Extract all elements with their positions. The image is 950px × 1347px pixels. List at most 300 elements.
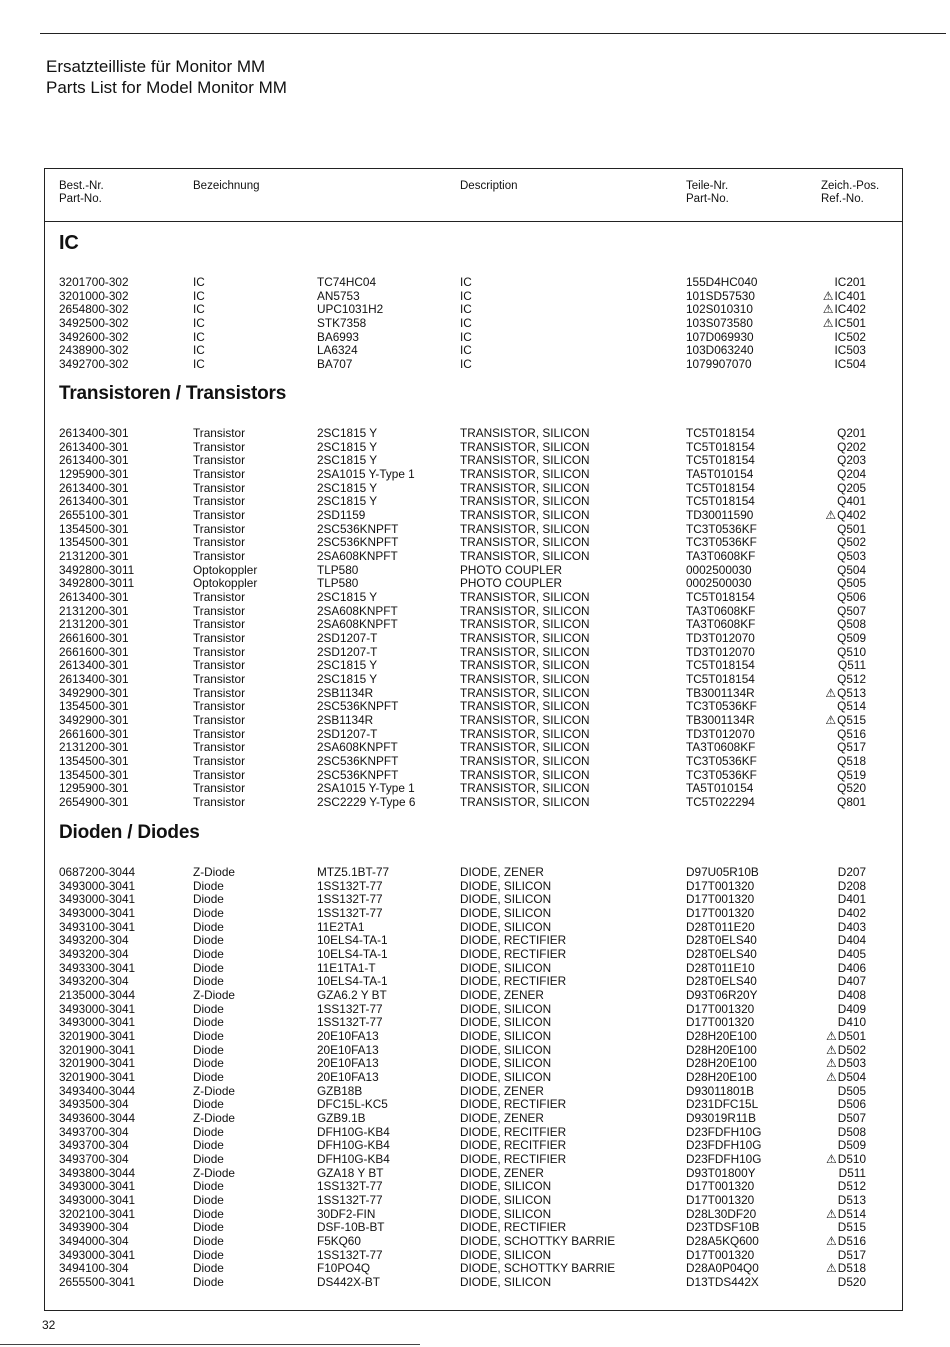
table-row [59,632,902,646]
cell-bezeichnung: Diode [193,906,224,921]
cell-best-nr: 2131200-301 [59,740,129,755]
cell-bezeichnung: Transistor [193,754,246,769]
cell-ref-no: D410 [837,1015,866,1030]
cell-teile-nr: D28L30DF20 [686,1206,757,1221]
cell-description: TRANSISTOR, SILICON [460,439,590,454]
cell-ref-no: IC502 [834,329,866,344]
cell-type: GZB18B [317,1083,363,1098]
cell-bezeichnung: IC [193,302,205,317]
cell-description: PHOTO COUPLER [460,562,563,577]
cell-teile-nr: TC3T0536KF [686,699,757,714]
cell-ref-no: D408 [837,988,866,1003]
cell-bezeichnung: Diode [193,1029,224,1044]
cell-bezeichnung: Diode [193,1124,224,1139]
cell-ref-no: D407 [837,974,866,989]
cell-bezeichnung: Transistor [193,508,246,523]
cell-ref-no: ⚠D504 [826,1070,866,1085]
cell-best-nr: 3493800-3044 [59,1165,136,1180]
cell-bezeichnung: Transistor [193,644,246,659]
cell-type: GZA6.2 Y BT [317,988,387,1003]
table-row [59,1098,902,1112]
cell-bezeichnung: Optokoppler [193,576,258,591]
cell-ref-no: IC201 [834,275,866,289]
cell-teile-nr: D28T011E20 [686,919,755,934]
cell-ref-no: D507 [837,1111,866,1126]
cell-best-nr: 3493700-304 [59,1138,129,1153]
cell-bezeichnung: Diode [193,1179,224,1194]
cell-best-nr: 3493900-304 [59,1220,129,1235]
cell-type: TLP580 [317,576,359,591]
cell-bezeichnung: Z-Diode [193,1111,235,1126]
cell-type: 2SC2229 Y-Type 6 [317,795,416,810]
cell-description: DIODE, SILICON [460,1042,552,1057]
cell-teile-nr: TA3T0608KF [686,603,756,618]
table-row [59,728,902,742]
title-line-english: Parts List for Model Monitor MM [46,78,287,97]
cell-ref-no: IC504 [834,357,866,372]
table-row [59,441,902,455]
cell-description: TRANSISTOR, SILICON [460,494,590,509]
cell-bezeichnung: Transistor [193,494,246,509]
cell-ref-no: D508 [837,1124,866,1139]
cell-description: DIODE, SILICON [460,892,552,907]
cell-type: STK7358 [317,316,367,331]
table-row [59,989,902,1003]
section-diodes [59,821,902,1290]
cell-best-nr: 2661600-301 [59,631,129,646]
table-row [59,1139,902,1153]
cell-best-nr: 3492600-302 [59,329,129,344]
cell-type: 2SD1159 [317,508,366,523]
cell-teile-nr: TC3T0536KF [686,535,757,550]
warning-triangle-icon: ⚠ [826,1234,837,1249]
table-row [59,673,902,687]
cell-ref-no: D401 [837,892,866,907]
cell-ref-no: Q502 [837,535,866,550]
cell-ref-no: Q505 [837,576,866,591]
cell-ref-no: Q514 [837,699,866,714]
cell-bezeichnung: Transistor [193,672,246,687]
cell-description: DIODE, ZENER [460,988,544,1003]
cell-best-nr: 3201900-3041 [59,1056,136,1071]
cell-best-nr: 3493000-3041 [59,1179,136,1194]
warning-triangle-icon: ⚠ [825,713,837,728]
cell-ref-no: Q516 [837,726,866,741]
cell-description: DIODE, RECTIFIER [460,1220,567,1235]
cell-type: 2SC1815 Y [317,480,378,495]
table-row [59,714,902,728]
title-line-german: Ersatzteilliste für Monitor MM [46,57,266,76]
cell-description: DIODE, SILICON [460,1070,552,1085]
cell-best-nr: 3201700-302 [59,275,129,289]
cell-teile-nr: 103S073580 [686,316,753,331]
cell-description: DIODE, SCHOTTKY BARRIE [460,1261,616,1276]
cell-description: TRANSISTOR, SILICON [460,781,590,796]
cell-best-nr: 2654900-301 [59,795,129,810]
cell-teile-nr: 0002500030 [686,576,752,591]
section-title: Dioden / Diodes [59,822,200,843]
cell-teile-nr: TC5T022294 [686,795,755,810]
cell-ref-no: ⚠IC402 [822,302,866,317]
header-best-nr: Best.-Nr. Part-No. [59,180,104,205]
cell-teile-nr: TA5T010154 [686,781,754,796]
cell-teile-nr: TC5T018154 [686,426,755,440]
cell-description: DIODE, SILICON [460,1206,552,1221]
cell-type: 1SS132T-77 [317,1001,383,1016]
warning-triangle-icon: ⚠ [825,685,837,700]
cell-ref-no: D404 [837,933,866,948]
cell-type: 1SS132T-77 [317,878,383,893]
table-row [59,1167,902,1181]
cell-description: DIODE, SILICON [460,919,552,934]
cell-teile-nr: D97U05R10B [686,865,759,879]
cell-bezeichnung: Diode [193,1070,224,1085]
cell-ref-no: ⚠D501 [826,1029,866,1044]
cell-type: 1SS132T-77 [317,906,383,921]
cell-type: 2SA608KNPFT [317,603,398,618]
table-row [59,1180,902,1194]
cell-description: DIODE, SILICON [460,1275,552,1290]
cell-bezeichnung: Transistor [193,685,246,700]
cell-type: 2SA608KNPFT [317,617,398,632]
cell-type: F10PO4Q [317,1261,371,1276]
section-transistors [59,382,902,810]
table-row [59,962,902,976]
cell-best-nr: 1354500-301 [59,699,129,714]
cell-bezeichnung: Diode [193,960,224,975]
table-row [59,741,902,755]
table-row [59,1126,902,1140]
cell-description: TRANSISTOR, SILICON [460,685,590,700]
cell-ref-no: D405 [837,947,866,962]
cell-best-nr: 1295900-301 [59,781,129,796]
cell-type: 1SS132T-77 [317,1193,383,1208]
cell-description: DIODE, RECTIFIER [460,947,567,962]
cell-best-nr: 3493700-304 [59,1124,129,1139]
cell-type: 20E10FA13 [317,1070,379,1085]
cell-best-nr: 2613400-301 [59,439,129,454]
cell-bezeichnung: IC [193,357,205,372]
cell-description: TRANSISTOR, SILICON [460,713,590,728]
cell-bezeichnung: Transistor [193,767,246,782]
top-rule [40,33,946,34]
cell-teile-nr: D28A0P04Q0 [686,1261,759,1276]
header-teile-nr: Teile-Nr. Part-No. [686,180,729,205]
cell-type: 2SC536KNPFT [317,699,399,714]
table-row [59,1003,902,1017]
warning-triangle-icon: ⚠ [826,1029,837,1044]
cell-best-nr: 0687200-3044 [59,865,136,879]
cell-description: DIODE, ZENER [460,1083,544,1098]
cell-type: LA6324 [317,343,358,358]
cell-teile-nr: TD3T012070 [686,631,755,646]
table-row [59,1153,902,1167]
cell-best-nr: 2655100-301 [59,508,129,523]
cell-best-nr: 3493600-3044 [59,1111,136,1126]
cell-type: 2SC1815 Y [317,453,378,468]
cell-ref-no: D406 [837,960,866,975]
table-row [59,866,902,880]
cell-teile-nr: D28T011E10 [686,960,755,975]
cell-bezeichnung: Z-Diode [193,1083,235,1098]
table-row [59,454,902,468]
cell-ref-no: Q519 [837,767,866,782]
cell-teile-nr: D93019R11B [686,1111,756,1126]
cell-bezeichnung: Z-Diode [193,988,235,1003]
cell-best-nr: 3493000-3041 [59,1247,136,1262]
cell-best-nr: 1295900-301 [59,467,129,482]
cell-type: 2SD1207-T [317,631,378,646]
cell-description: TRANSISTOR, SILICON [460,672,590,687]
cell-best-nr: 3493000-3041 [59,906,136,921]
cell-ref-no: Q508 [837,617,866,632]
cell-type: DFH10G-KB4 [317,1152,390,1167]
cell-description: TRANSISTOR, SILICON [460,740,590,755]
cell-description: IC [460,316,472,331]
table-row [59,536,902,550]
cell-description: DIODE, SILICON [460,1029,552,1044]
table-row [59,755,902,769]
cell-best-nr: 2613400-301 [59,494,129,509]
cell-bezeichnung: Diode [193,919,224,934]
cell-description: TRANSISTOR, SILICON [460,426,590,440]
table-row [59,482,902,496]
cell-best-nr: 2654800-302 [59,302,129,317]
cell-bezeichnung: Diode [193,1138,224,1153]
cell-bezeichnung: Transistor [193,521,246,536]
cell-teile-nr: TA3T0608KF [686,740,756,755]
header-zeich-pos: Zeich.-Pos. Ref.-No. [821,180,880,205]
cell-bezeichnung: Diode [193,1152,224,1167]
table-row [59,769,902,783]
cell-description: TRANSISTOR, SILICON [460,658,590,673]
cell-teile-nr: D17T001320 [686,1193,755,1208]
cell-ref-no: D513 [837,1193,866,1208]
table-row [59,1262,902,1276]
cell-type: 2SC536KNPFT [317,754,399,769]
cell-teile-nr: D17T001320 [686,892,755,907]
table-row [59,796,902,810]
cell-description: TRANSISTOR, SILICON [460,549,590,564]
cell-teile-nr: TB3001134R [686,685,755,700]
cell-bezeichnung: Diode [193,892,224,907]
cell-description: DIODE, RECITFIER [460,1138,567,1153]
cell-description: TRANSISTOR, SILICON [460,767,590,782]
cell-ref-no: Q511 [838,658,866,673]
table-row [59,880,902,894]
cell-teile-nr: D17T001320 [686,906,755,921]
cell-type: 2SC536KNPFT [317,521,399,536]
table-row [59,1221,902,1235]
cell-best-nr: 3493000-3041 [59,1015,136,1030]
cell-description: IC [460,329,472,344]
cell-ref-no: Q512 [837,672,866,687]
cell-best-nr: 1354500-301 [59,521,129,536]
table-row [59,1249,902,1263]
cell-teile-nr: TC5T018154 [686,480,755,495]
table-row [59,1112,902,1126]
cell-best-nr: 2613400-301 [59,672,129,687]
cell-ref-no: Q503 [837,549,866,564]
cell-bezeichnung: IC [193,343,205,358]
cell-ref-no: D505 [837,1083,866,1098]
table-row [59,700,902,714]
cell-type: 2SA1015 Y-Type 1 [317,781,415,796]
cell-type: 1SS132T-77 [317,892,383,907]
cell-description: TRANSISTOR, SILICON [460,508,590,523]
cell-best-nr: 3493200-304 [59,974,129,989]
table-row [59,1016,902,1030]
cell-type: 20E10FA13 [317,1056,379,1071]
cell-teile-nr: D28H20E100 [686,1070,757,1085]
cell-description: IC [460,288,472,303]
cell-best-nr: 3494000-304 [59,1234,129,1249]
cell-best-nr: 2613400-301 [59,480,129,495]
cell-bezeichnung: Transistor [193,426,246,440]
cell-type: 2SC1815 Y [317,494,378,509]
cell-bezeichnung: Diode [193,1015,224,1030]
table-row [59,317,902,331]
cell-best-nr: 2613400-301 [59,590,129,605]
cell-ref-no: Q506 [837,590,866,605]
cell-best-nr: 1354500-301 [59,754,129,769]
cell-teile-nr: D93011801B [686,1083,754,1098]
table-row [59,1057,902,1071]
table-row [59,659,902,673]
cell-best-nr: 3493000-3041 [59,892,136,907]
table-row [59,577,902,591]
cell-teile-nr: D28T0ELS40 [686,974,757,989]
page-number: 32 [42,1318,56,1332]
cell-teile-nr: 102S010310 [686,302,753,317]
table-row [59,290,902,304]
cell-bezeichnung: Optokoppler [193,562,258,577]
cell-teile-nr: D13TDS442X [686,1275,759,1290]
cell-best-nr: 1354500-301 [59,767,129,782]
cell-best-nr: 3492900-301 [59,713,129,728]
cell-description: DIODE, RECTIFIER [460,1097,567,1112]
cell-ref-no: D208 [837,878,866,893]
header-bezeichnung: Bezeichnung [193,180,260,192]
cell-bezeichnung: Transistor [193,480,246,495]
cell-type: BA707 [317,357,353,372]
cell-type: 1SS132T-77 [317,1179,383,1194]
cell-type: 1SS132T-77 [317,1015,383,1030]
cell-description: TRANSISTOR, SILICON [460,453,590,468]
cell-best-nr: 3493300-3041 [59,960,136,975]
cell-bezeichnung: IC [193,288,205,303]
cell-description: IC [460,302,472,317]
cell-description: DIODE, SILICON [460,1056,552,1071]
cell-teile-nr: D17T001320 [686,1001,755,1016]
cell-best-nr: 1354500-301 [59,535,129,550]
cell-ref-no: D402 [837,906,866,921]
table-row [59,358,902,372]
cell-type: TLP580 [317,562,359,577]
cell-type: 2SA1015 Y-Type 1 [317,467,415,482]
cell-bezeichnung: Transistor [193,699,246,714]
warning-triangle-icon: ⚠ [826,1206,837,1221]
cell-teile-nr: D28T0ELS40 [686,933,757,948]
cell-type: 2SD1207-T [317,644,378,659]
cell-teile-nr: D28H20E100 [686,1042,757,1057]
cell-teile-nr: TC5T018154 [686,439,755,454]
cell-bezeichnung: Transistor [193,439,246,454]
cell-best-nr: 2131200-301 [59,549,129,564]
cell-description: DIODE, ZENER [460,1111,544,1126]
cell-description: DIODE, SILICON [460,1193,552,1208]
cell-best-nr: 3493100-3041 [59,919,136,934]
cell-type: 10ELS4-TA-1 [317,947,388,962]
cell-type: MTZ5.1BT-77 [317,865,390,879]
cell-type: DS442X-BT [317,1275,380,1290]
table-row [59,687,902,701]
cell-description: TRANSISTOR, SILICON [460,603,590,618]
cell-best-nr: 3493200-304 [59,947,129,962]
cell-bezeichnung: Diode [193,1261,224,1276]
cell-description: TRANSISTOR, SILICON [460,754,590,769]
table-row [59,303,902,317]
header-description: Description [460,180,518,192]
cell-ref-no: ⚠IC401 [822,288,866,303]
cell-teile-nr: TC3T0536KF [686,521,757,536]
cell-best-nr: 3493000-3041 [59,1001,136,1016]
cell-description: DIODE, RECTIFIER [460,933,567,948]
table-row [59,427,902,441]
table-row [59,893,902,907]
cell-description: TRANSISTOR, SILICON [460,480,590,495]
cell-bezeichnung: Diode [193,1056,224,1071]
rows [59,866,902,1290]
cell-type: AN5753 [317,288,360,303]
cell-type: 2SC536KNPFT [317,767,399,782]
cell-type: 20E10FA13 [317,1029,379,1044]
cell-bezeichnung: Diode [193,1247,224,1262]
cell-teile-nr: 0002500030 [686,562,752,577]
cell-teile-nr: TC5T018154 [686,672,755,687]
cell-type: 2SC1815 Y [317,439,378,454]
warning-triangle-icon: ⚠ [826,1042,837,1057]
cell-teile-nr: TC3T0536KF [686,767,757,782]
table-row [59,605,902,619]
cell-ref-no: D207 [837,865,866,879]
cell-description: DIODE, SILICON [460,1179,552,1194]
table-row [59,550,902,564]
cell-type: 30DF2-FIN [317,1206,376,1221]
cell-best-nr: 3492700-302 [59,357,129,372]
cell-best-nr: 3201900-3041 [59,1029,136,1044]
cell-best-nr: 3493700-304 [59,1152,129,1167]
cell-ref-no: D511 [838,1165,866,1180]
cell-teile-nr: TC5T018154 [686,494,755,509]
cell-type: 20E10FA13 [317,1042,379,1057]
cell-description: DIODE, SILICON [460,1001,552,1016]
header-divider [45,221,902,222]
cell-description: DIODE, RECTIFIER [460,974,567,989]
cell-type: GZA18 Y BT [317,1165,384,1180]
warning-triangle-icon: ⚠ [826,1070,837,1085]
cell-type: 2SC1815 Y [317,590,378,605]
cell-bezeichnung: Transistor [193,740,246,755]
cell-best-nr: 3201900-3041 [59,1042,136,1057]
table-row [59,782,902,796]
cell-best-nr: 2661600-301 [59,644,129,659]
cell-ref-no: ⚠D503 [826,1056,866,1071]
cell-ref-no: ⚠D516 [826,1234,866,1249]
cell-ref-no: D506 [837,1097,866,1112]
cell-ref-no: IC503 [834,343,866,358]
table-row [59,1085,902,1099]
